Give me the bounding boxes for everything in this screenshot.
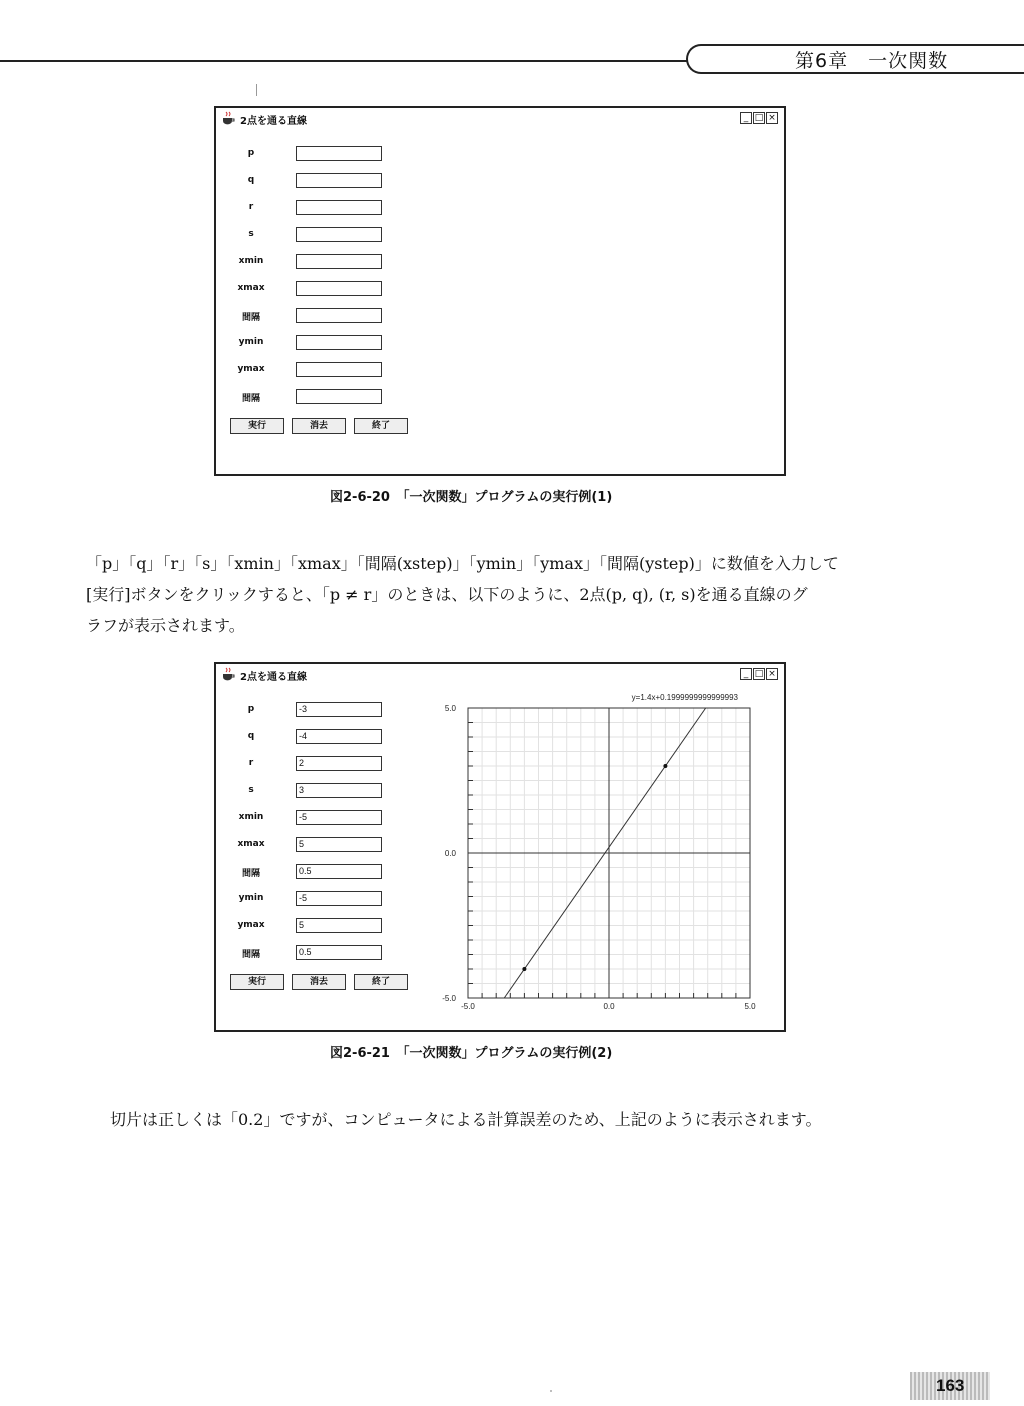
field-input[interactable]: 2: [296, 756, 382, 771]
field-input[interactable]: 0.5: [296, 864, 382, 879]
field-label: xmax: [237, 839, 265, 849]
field-input[interactable]: [296, 335, 382, 350]
maximize-button[interactable]: □: [754, 113, 764, 123]
page-number: 163: [936, 1376, 965, 1395]
figure1-caption: 図2-6-20 「一次関数」プログラムの実行例(1): [330, 490, 613, 505]
field-input[interactable]: 0.5: [296, 945, 382, 960]
field-input[interactable]: -5: [296, 810, 382, 825]
field-label: p: [247, 148, 255, 158]
quit-button[interactable]: 終了: [354, 418, 408, 434]
window-controls: [740, 112, 778, 124]
field-input[interactable]: [296, 281, 382, 296]
field-label: ymin: [238, 337, 264, 347]
paragraph-2: 切片は正しくは「0.2」ですが、コンピュータによる計算誤差のため、上記のように表示されます。: [110, 1110, 822, 1129]
field-input[interactable]: [296, 389, 382, 404]
app-window-empty: [214, 106, 786, 476]
field-label: xmin: [238, 812, 264, 822]
window-titlebar: [216, 108, 784, 130]
paragraph-1-line-3: ラフが表示されます。: [86, 616, 245, 635]
run-button[interactable]: 実行: [230, 418, 284, 434]
field-input[interactable]: [296, 200, 382, 215]
data-point: [522, 967, 526, 971]
window-controls: [740, 668, 778, 680]
header-rule: [0, 60, 690, 62]
paragraph-1: [86, 548, 926, 641]
x-tick-label: -5.0: [461, 1002, 475, 1011]
figure2-caption: 図2-6-21 「一次関数」プログラムの実行例(2): [330, 1046, 613, 1061]
field-label: r: [248, 758, 254, 768]
field-input[interactable]: -5: [296, 891, 382, 906]
field-label: xmax: [237, 283, 265, 293]
window-titlebar: [216, 664, 784, 686]
field-input[interactable]: [296, 308, 382, 323]
field-label: xmin: [238, 256, 264, 266]
run-button[interactable]: 実行: [230, 974, 284, 990]
y-tick-label: 0.0: [444, 849, 456, 858]
field-label: r: [248, 202, 254, 212]
field-input[interactable]: -3: [296, 702, 382, 717]
field-label: q: [247, 731, 255, 741]
data-point: [663, 764, 667, 768]
field-input[interactable]: [296, 146, 382, 161]
window-title: 2点を通る直線: [240, 672, 307, 683]
field-label: ymax: [237, 920, 265, 930]
scan-mark: [256, 84, 257, 96]
graph-plot: [430, 688, 770, 1011]
x-tick-label: 5.0: [744, 1002, 756, 1011]
field-label: s: [248, 785, 254, 795]
field-input[interactable]: [296, 254, 382, 269]
close-button[interactable]: ×: [766, 668, 778, 680]
clear-button[interactable]: 消去: [292, 418, 346, 434]
field-label: ymax: [237, 364, 265, 374]
scan-speck: [550, 1390, 552, 1392]
quit-button[interactable]: 終了: [354, 974, 408, 990]
field-label: p: [247, 704, 255, 714]
y-tick-label: 5.0: [444, 704, 456, 713]
java-cup-icon: [220, 111, 236, 125]
x-tick-label: 0.0: [603, 1002, 615, 1011]
field-label: 間隔: [241, 950, 260, 960]
field-label: s: [248, 229, 254, 239]
field-input[interactable]: [296, 227, 382, 242]
field-label: 間隔: [241, 313, 260, 323]
paragraph-1-line-2: [実行]ボタンをクリックすると、「p ≠ r」のときは、以下のように、2点(p, q), (r, s)を通る直線のグ: [86, 585, 808, 604]
field-input[interactable]: -4: [296, 729, 382, 744]
window-title: 2点を通る直線: [240, 116, 307, 127]
field-label: ymin: [238, 893, 264, 903]
chapter-title: 第6章 一次関数: [795, 50, 949, 72]
minimize-button[interactable]: _: [740, 668, 752, 680]
field-input[interactable]: [296, 362, 382, 377]
field-label: 間隔: [241, 394, 260, 404]
paragraph-1-line-1: 「p」「q」「r」「s」「xmin」「xmax」「間隔(xstep)」「ymin」「ymax」「間隔(ystep)」に数値を入力して: [86, 554, 839, 573]
y-tick-label: -5.0: [442, 994, 456, 1003]
field-input[interactable]: 5: [296, 837, 382, 852]
field-label: 間隔: [241, 869, 260, 879]
field-input[interactable]: 3: [296, 783, 382, 798]
java-cup-icon: [220, 667, 236, 681]
app-window-result: [214, 662, 786, 1032]
minimize-button[interactable]: _: [740, 112, 752, 124]
maximize-button[interactable]: □: [754, 669, 764, 679]
chart-title: y=1.4x+0.1999999999999993: [631, 693, 738, 702]
clear-button[interactable]: 消去: [292, 974, 346, 990]
field-input[interactable]: [296, 173, 382, 188]
close-button[interactable]: ×: [766, 112, 778, 124]
field-label: q: [247, 175, 255, 185]
field-input[interactable]: 5: [296, 918, 382, 933]
